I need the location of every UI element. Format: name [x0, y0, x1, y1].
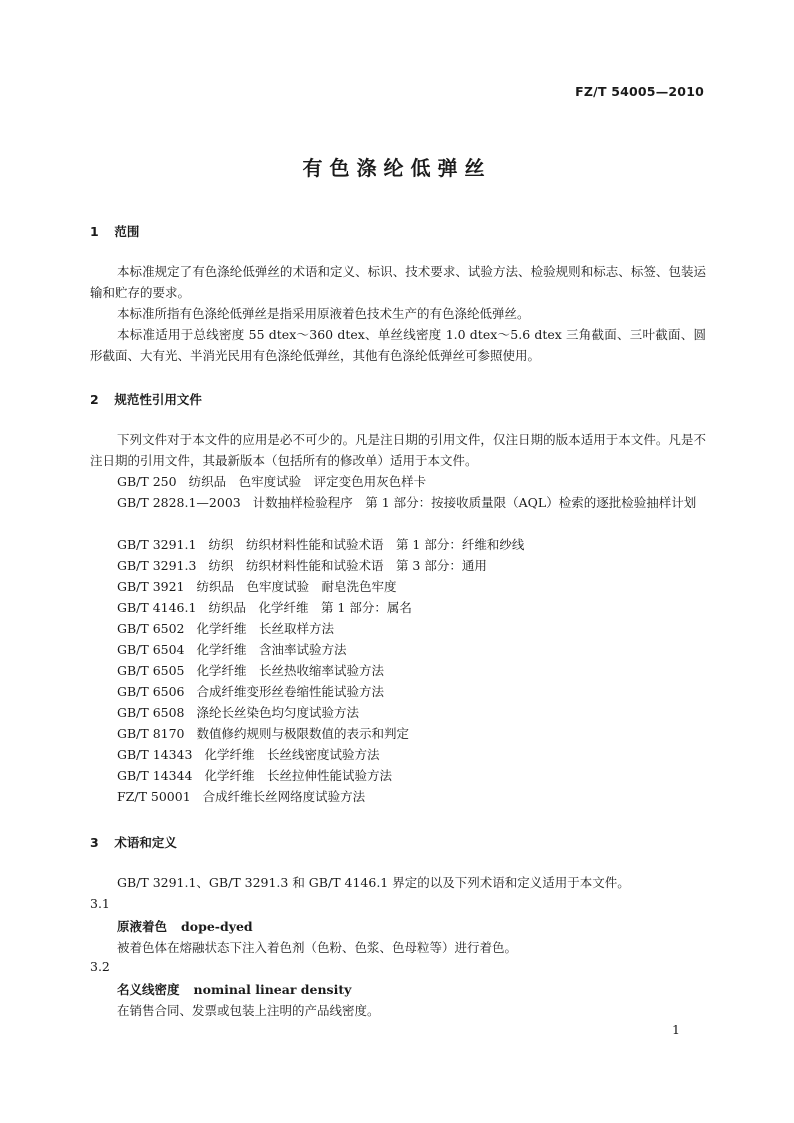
- document-title: 有色涤纶低弹丝: [302, 156, 492, 180]
- term-number: 3.2: [90, 959, 110, 974]
- reference-code: GB/T 250: [117, 474, 177, 489]
- reference-title: 纺织品 色牢度试验 耐皂洗色牢度: [196, 579, 397, 594]
- reference-code: GB/T 6508: [117, 705, 185, 720]
- section-number: 2: [90, 392, 99, 407]
- reference-title: 合成纤维长丝网络度试验方法: [202, 789, 366, 804]
- reference-title: 合成纤维变形丝卷缩性能试验方法: [196, 684, 385, 699]
- reference-code: GB/T 3291.3: [117, 558, 197, 573]
- reference-title: 计数抽样检验程序 第 1 部分：按接收质量限（AQL）检索的逐批检验抽样计划: [252, 495, 697, 510]
- reference-title: 纺织 纺织材料性能和试验术语 第 1 部分：纤维和纱线: [208, 537, 525, 552]
- reference-code: GB/T 14344: [117, 768, 193, 783]
- reference-item: [117, 744, 707, 765]
- scope-paragraph: 本标准适用于总线密度 55 dtex～360 dtex、单丝线密度 1.0 dtex～5.6 dtex 三角截面、三叶截面、圆形截面、大有光、半消光民用有色涤纶低弹丝，其他有色涤纶低弹丝可参照使用。: [90, 327, 706, 363]
- reference-code: GB/T 14343: [117, 747, 193, 762]
- reference-item: [117, 471, 707, 492]
- reference-item: [117, 765, 707, 786]
- term-name-en: nominal linear density: [193, 982, 352, 997]
- standard-code: FZ/T 54005—2010: [575, 84, 704, 99]
- reference-item: [117, 786, 707, 807]
- section-title: 规范性引用文件: [114, 392, 202, 407]
- reference-code: GB/T 6505: [117, 663, 185, 678]
- reference-title: 纺织品 化学纤维 第 1 部分：属名: [208, 600, 412, 615]
- reference-item: [117, 534, 707, 555]
- reference-title: 化学纤维 长丝热收缩率试验方法: [196, 663, 385, 678]
- reference-code: GB/T 3291.1: [117, 537, 197, 552]
- reference-code: GB/T 2828.1—2003: [117, 495, 241, 510]
- page-number: 1: [672, 1022, 680, 1037]
- reference-title: 数值修约规则与极限数值的表示和判定: [196, 726, 410, 741]
- reference-item: [117, 618, 707, 639]
- term-name-cn: 名义线密度: [117, 982, 180, 997]
- reference-code: GB/T 6502: [117, 621, 185, 636]
- reference-code: GB/T 6506: [117, 684, 185, 699]
- reference-item: [117, 702, 707, 723]
- section-title: 术语和定义: [114, 835, 177, 850]
- term-name-en: dope-dyed: [181, 919, 253, 934]
- reference-title: 化学纤维 长丝拉伸性能试验方法: [204, 768, 392, 783]
- reference-title: 纺织品 色牢度试验 评定变色用灰色样卡: [188, 474, 427, 489]
- term-definition: 在销售合同、发票或包装上注明的产品线密度。: [117, 1003, 380, 1018]
- term-name: [117, 980, 351, 998]
- reference-code: FZ/T 50001: [117, 789, 191, 804]
- term-name-cn: 原液着色: [117, 919, 168, 934]
- terms-intro: GB/T 3291.1、GB/T 3291.3 和 GB/T 4146.1 界定的以及下列术语和定义适用于本文件。: [117, 875, 630, 890]
- term-name: [117, 917, 253, 935]
- reference-title: 纺织 纺织材料性能和试验术语 第 3 部分：通用: [208, 558, 487, 573]
- section-3-heading: [90, 833, 177, 851]
- term-number: 3.1: [90, 896, 110, 911]
- term-definition: 被着色体在熔融状态下注入着色剂（色粉、色浆、色母粒等）进行着色。: [117, 940, 518, 955]
- references-intro: 下列文件对于本文件的应用是必不可少的。凡是注日期的引用文件，仅注日期的版本适用于本文件。凡是不注日期的引用文件，其最新版本（包括所有的修改单）适用于本文件。: [90, 432, 706, 468]
- reference-title: 化学纤维 长丝线密度试验方法: [204, 747, 380, 762]
- scope-paragraph: 本标准规定了有色涤纶低弹丝的术语和定义、标识、技术要求、试验方法、检验规则和标志、标签、包装运输和贮存的要求。: [90, 264, 706, 300]
- reference-title: 化学纤维 含油率试验方法: [196, 642, 347, 657]
- reference-code: GB/T 6504: [117, 642, 185, 657]
- reference-item: [117, 555, 707, 576]
- reference-item: [117, 576, 707, 597]
- reference-item: [117, 723, 707, 744]
- reference-title: 化学纤维 长丝取样方法: [196, 621, 335, 636]
- reference-item: [90, 492, 706, 513]
- reference-code: GB/T 8170: [117, 726, 185, 741]
- reference-item: [117, 660, 707, 681]
- section-2-heading: [90, 390, 202, 408]
- section-number: 1: [90, 224, 99, 239]
- reference-item: [117, 681, 707, 702]
- scope-paragraph: 本标准所指有色涤纶低弹丝是指采用原液着色技术生产的有色涤纶低弹丝。: [117, 306, 530, 321]
- section-title: 范围: [114, 224, 140, 239]
- reference-code: GB/T 3921: [117, 579, 185, 594]
- reference-item: [117, 597, 707, 618]
- section-1-heading: [90, 222, 139, 240]
- reference-item: [117, 639, 707, 660]
- reference-title: 涤纶长丝染色均匀度试验方法: [196, 705, 360, 720]
- section-number: 3: [90, 835, 99, 850]
- reference-code: GB/T 4146.1: [117, 600, 197, 615]
